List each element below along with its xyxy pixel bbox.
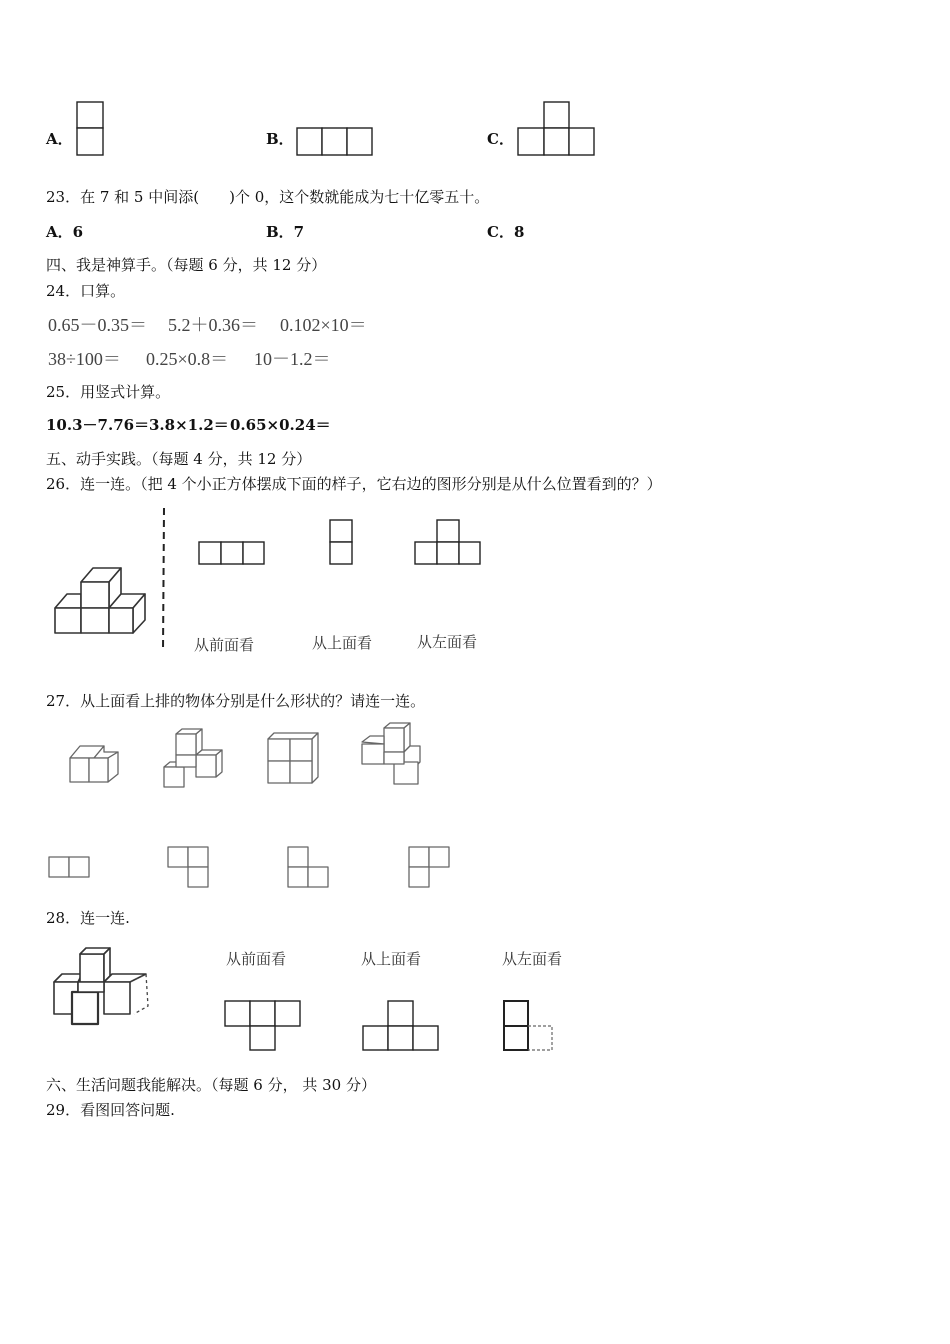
q25-item-3: 0.65×0.24＝ xyxy=(230,416,331,434)
option-b-label: B． xyxy=(266,130,294,148)
q27-view-3 xyxy=(287,846,331,890)
q27-object-1 xyxy=(66,742,126,788)
q24-item-4: 38÷100＝ xyxy=(48,349,121,369)
q26-cube-stack xyxy=(52,565,152,637)
q28-view-top xyxy=(362,999,442,1053)
q23-option-b: B．7 xyxy=(266,223,305,241)
section5-title: 五、动手实践。（每题 4 分，共 12 分） xyxy=(46,450,312,468)
q26-view-row xyxy=(198,541,268,567)
q27-view-4 xyxy=(408,846,452,890)
section4-title: 四、我是神算手。（每题 6 分，共 12 分） xyxy=(46,256,327,274)
q24-title: 24．口算。 xyxy=(46,282,126,300)
q28-label-front: 从前面看 xyxy=(226,951,287,968)
q24-item-6: 10－1.2＝ xyxy=(254,349,331,369)
q23-option-a: A．6 xyxy=(46,223,84,241)
q28-view-left xyxy=(502,999,558,1053)
q28-view-front xyxy=(224,999,304,1053)
option-b-figure xyxy=(296,127,376,159)
option-a-label: A． xyxy=(46,130,73,148)
q27-title: 27．从上面看上排的物体分别是什么形状的？请连一连。 xyxy=(46,692,426,710)
q27-view-1 xyxy=(48,856,92,882)
q27-object-4 xyxy=(358,722,424,788)
q25-item-2: 3.8×1.2＝ xyxy=(149,416,229,434)
q26-title: 26．连一连。（把 4 个小正方体摆成下面的样子，它右边的图形分别是从什么位置看到的？） xyxy=(46,475,662,493)
q25-title: 25．用竖式计算。 xyxy=(46,383,171,401)
option-c-label: C． xyxy=(487,130,514,148)
q23-option-c: C．8 xyxy=(487,223,525,241)
option-a-figure xyxy=(76,101,106,159)
q26-label-left: 从左面看 xyxy=(417,634,478,651)
q28-title: 28．连一连. xyxy=(46,909,130,927)
q24-item-5: 0.25×0.8＝ xyxy=(146,349,229,369)
q24-item-1: 0.65－0.35＝ xyxy=(48,315,147,335)
q26-view-t-shape xyxy=(414,519,484,567)
q26-label-top: 从上面看 xyxy=(312,635,373,652)
q26-label-front: 从前面看 xyxy=(194,637,255,654)
q28-cube-stack xyxy=(50,946,156,1028)
q25-item-1: 10.3－7.76＝ xyxy=(46,416,150,434)
q24-item-2: 5.2＋0.36＝ xyxy=(168,315,258,335)
section6-title: 六、生活问题我能解决。（每题 6 分， 共 30 分） xyxy=(46,1076,376,1094)
q27-object-3 xyxy=(264,731,324,787)
q28-label-top: 从上面看 xyxy=(361,951,422,968)
q26-view-column xyxy=(329,519,355,567)
q27-view-2 xyxy=(167,846,211,890)
q26-divider xyxy=(160,508,168,654)
q24-item-3: 0.102×10＝ xyxy=(280,315,367,335)
option-c-figure xyxy=(517,101,599,159)
q27-object-2 xyxy=(160,728,228,790)
q23-text: 23．在 7 和 5 中间添( )个 0，这个数就能成为七十亿零五十。 xyxy=(46,188,490,206)
q28-label-left: 从左面看 xyxy=(502,951,563,968)
q29-title: 29．看图回答问题. xyxy=(46,1101,175,1119)
